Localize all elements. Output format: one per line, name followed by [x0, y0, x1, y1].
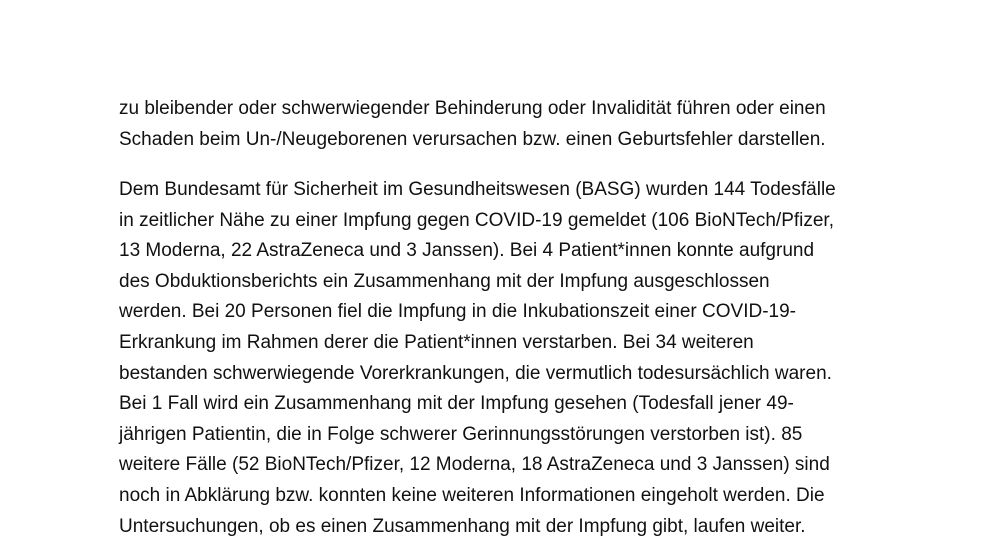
text-line: 13 Moderna, 22 AstraZeneca und 3 Janssen). Bei 4 Patient*innen konnte aufgrund [119, 240, 815, 262]
text-line: des Obduktionsberichts ein Zusammenhang mit der Impfung ausgeschlossen [119, 270, 770, 292]
text-line: noch in Abklärung bzw. konnten keine weiteren Informationen eingeholt werden. Die [119, 484, 825, 506]
paragraph-disability-harm [119, 94, 899, 155]
text-line: in zeitlicher Nähe zu einer Impfung gegen COVID-19 gemeldet (106 BioNTech/Pfizer, [119, 209, 834, 231]
text-line: Schaden beim Un-/Neugeborenen verursachen bzw. einen Geburtsfehler darstellen. [119, 128, 826, 150]
text-line: Bei 1 Fall wird ein Zusammenhang mit der Impfung gesehen (Todesfall jener 49- [119, 393, 794, 415]
text-line: weitere Fälle (52 BioNTech/Pfizer, 12 Moderna, 18 AstraZeneca und 3 Janssen) sind [119, 454, 830, 476]
text-line: zu bleibender oder schwerwiegender Behinderung oder Invalidität führen oder einen [119, 98, 826, 119]
text-line: Erkrankung im Rahmen derer die Patient*innen verstarben. Bei 34 weiteren [119, 331, 754, 353]
paragraph-death-reports [119, 175, 899, 542]
text-line: werden. Bei 20 Personen fiel die Impfung in die Inkubationszeit einer COVID-19- [119, 301, 796, 323]
text-line: Dem Bundesamt für Sicherheit im Gesundheitswesen (BASG) wurden 144 Todesfälle [119, 179, 836, 200]
text-line: jährigen Patientin, die in Folge schwerer Gerinnungsstörungen verstorben ist). 85 [119, 423, 803, 445]
text-line: bestanden schwerwiegende Vorerkrankungen, die vermutlich todesursächlich waren. [119, 362, 832, 384]
text-line: Untersuchungen, ob es einen Zusammenhang mit der Impfung gibt, laufen weiter. [119, 515, 806, 537]
